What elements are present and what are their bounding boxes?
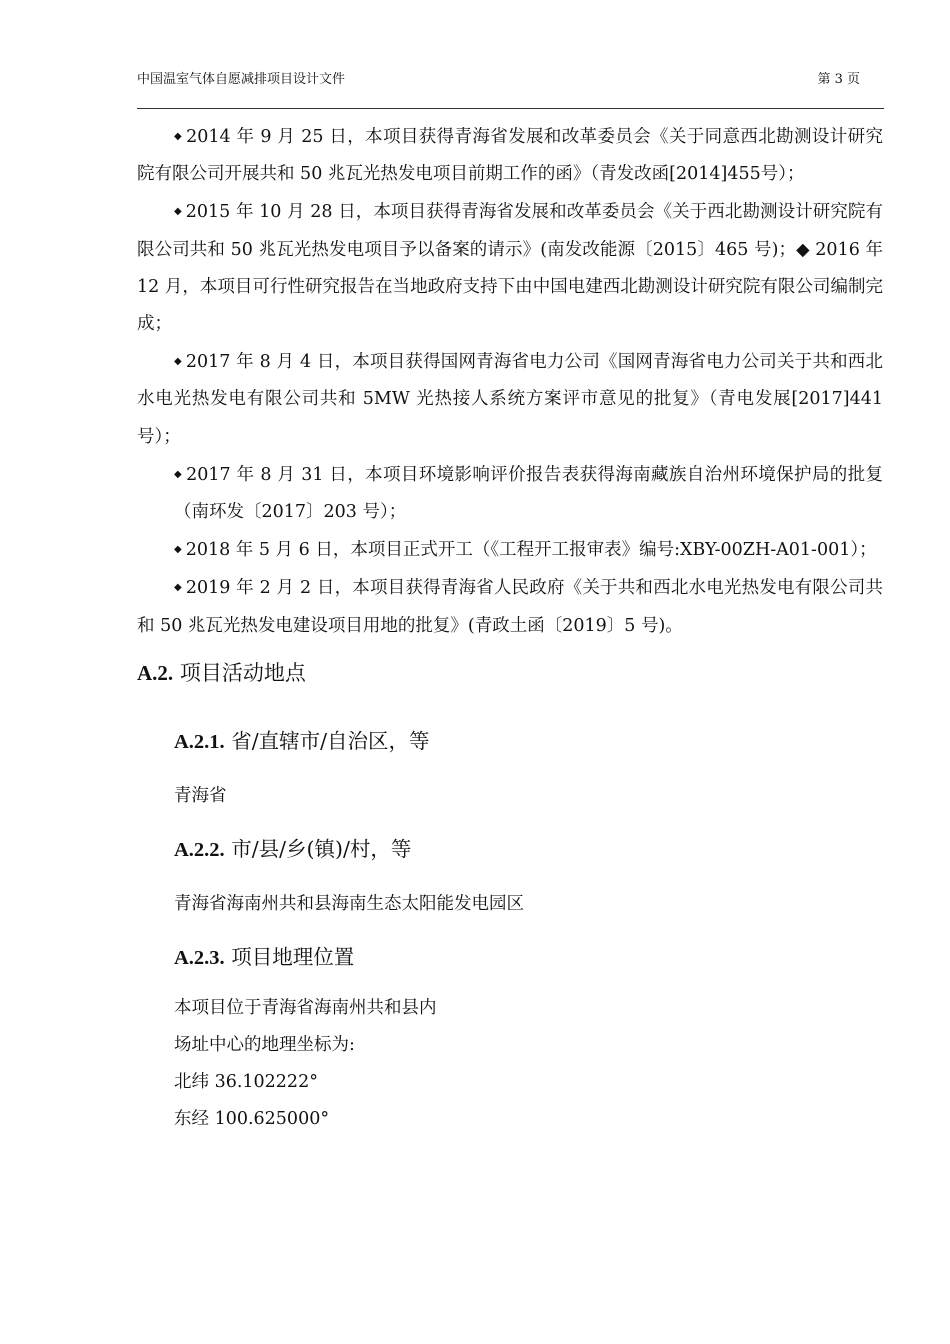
- diamond-bullet-icon: ◆: [174, 356, 182, 368]
- diamond-bullet-icon: ◆: [174, 131, 183, 142]
- section-title: 项目活动地点: [179, 660, 306, 685]
- diamond-bullet-icon: ◆: [174, 468, 183, 480]
- subsection-heading-a23: [137, 939, 883, 976]
- subsection-title: 省/直辖市/自治区，等: [231, 728, 430, 753]
- location-text: 青海省海南州共和县海南生态太阳能发电园区: [174, 893, 524, 914]
- list-item: [137, 531, 883, 569]
- province-text: 青海省: [174, 785, 227, 806]
- diamond-bullet-icon: ◆: [174, 544, 182, 556]
- list-item: [137, 193, 883, 343]
- subsection-number: A.2.1.: [174, 730, 225, 753]
- list-item-text: 2018 年 5 月 6 日，本项目正式开工（《工程开工报审表》编号:XBY-00ZH-A01-001）；: [185, 540, 877, 561]
- list-item: [137, 343, 883, 456]
- list-item: [137, 118, 883, 193]
- subsection-title: 市/县/乡(镇)/村，等: [231, 836, 412, 861]
- list-item: [137, 456, 883, 531]
- geo-line: 场址中心的地理坐标为:: [174, 1034, 355, 1055]
- page-number: 第 3 页: [817, 72, 860, 87]
- list-item: [137, 569, 883, 644]
- page-content: [137, 118, 883, 1138]
- list-item-text: 2019 年 2 月 2 日，本项目获得青海省人民政府《关于共和西北水电光热发电有限公司共和 50 兆瓦光热发电建设项目用地的批复》(青政土函〔2019〕5 号)。: [137, 578, 883, 636]
- latitude-text: 北纬 36.102222°: [174, 1071, 318, 1092]
- subsection-heading-a21: [137, 723, 883, 760]
- subsection-heading-a22: [137, 831, 883, 868]
- subsection-number: A.2.2.: [174, 838, 225, 861]
- longitude-text: 东经 100.625000°: [174, 1108, 330, 1129]
- diamond-bullet-icon: ◆: [174, 206, 182, 218]
- document-title: 中国温室气体自愿减排项目设计文件: [137, 72, 346, 87]
- diamond-bullet-icon: ◆: [174, 582, 182, 594]
- subsection-number: A.2.3.: [174, 946, 225, 969]
- list-item-text: 2014 年 9 月 25 日，本项目获得青海省发展和改革委员会《关于同意西北勘测设计研究院有限公司开展共和 50 兆瓦光热发电项目前期工作的函》（青发改函[2014]455号）；: [137, 127, 883, 185]
- section-number: A.2.: [137, 660, 174, 685]
- subsection-title: 项目地理位置: [231, 944, 355, 969]
- geo-line: 本项目位于青海省海南州共和县内: [174, 997, 437, 1018]
- list-item-text: 2017 年 8 月 4 日，本项目获得国网青海省电力公司《国网青海省电力公司关于共和西北水电光热发电有限公司共和 5MW 光热接人系统方案评市意见的批复》（青电发展[2017]441 号）；: [137, 352, 883, 447]
- list-item-text: 2017 年 8 月 31 日，本项目环境影响评价报告表获得海南藏族自治州环境保护局的批复（南环发〔2017〕203 号）；: [174, 464, 883, 523]
- section-heading-a2: [137, 653, 883, 693]
- list-item-text: 2015 年 10 月 28 日，本项目获得青海省发展和改革委员会《关于西北勘测设计研究院有限公司共和 50 兆瓦光热发电项目予以备案的请示》(南发改能源〔2015〕465 号)；◆ 2016 年 12 月，本项目可行性研究报告在当地政府支持下由中国电建西北勘测设计研究院有限公司编制完成；: [137, 202, 883, 335]
- page-header: [137, 62, 884, 109]
